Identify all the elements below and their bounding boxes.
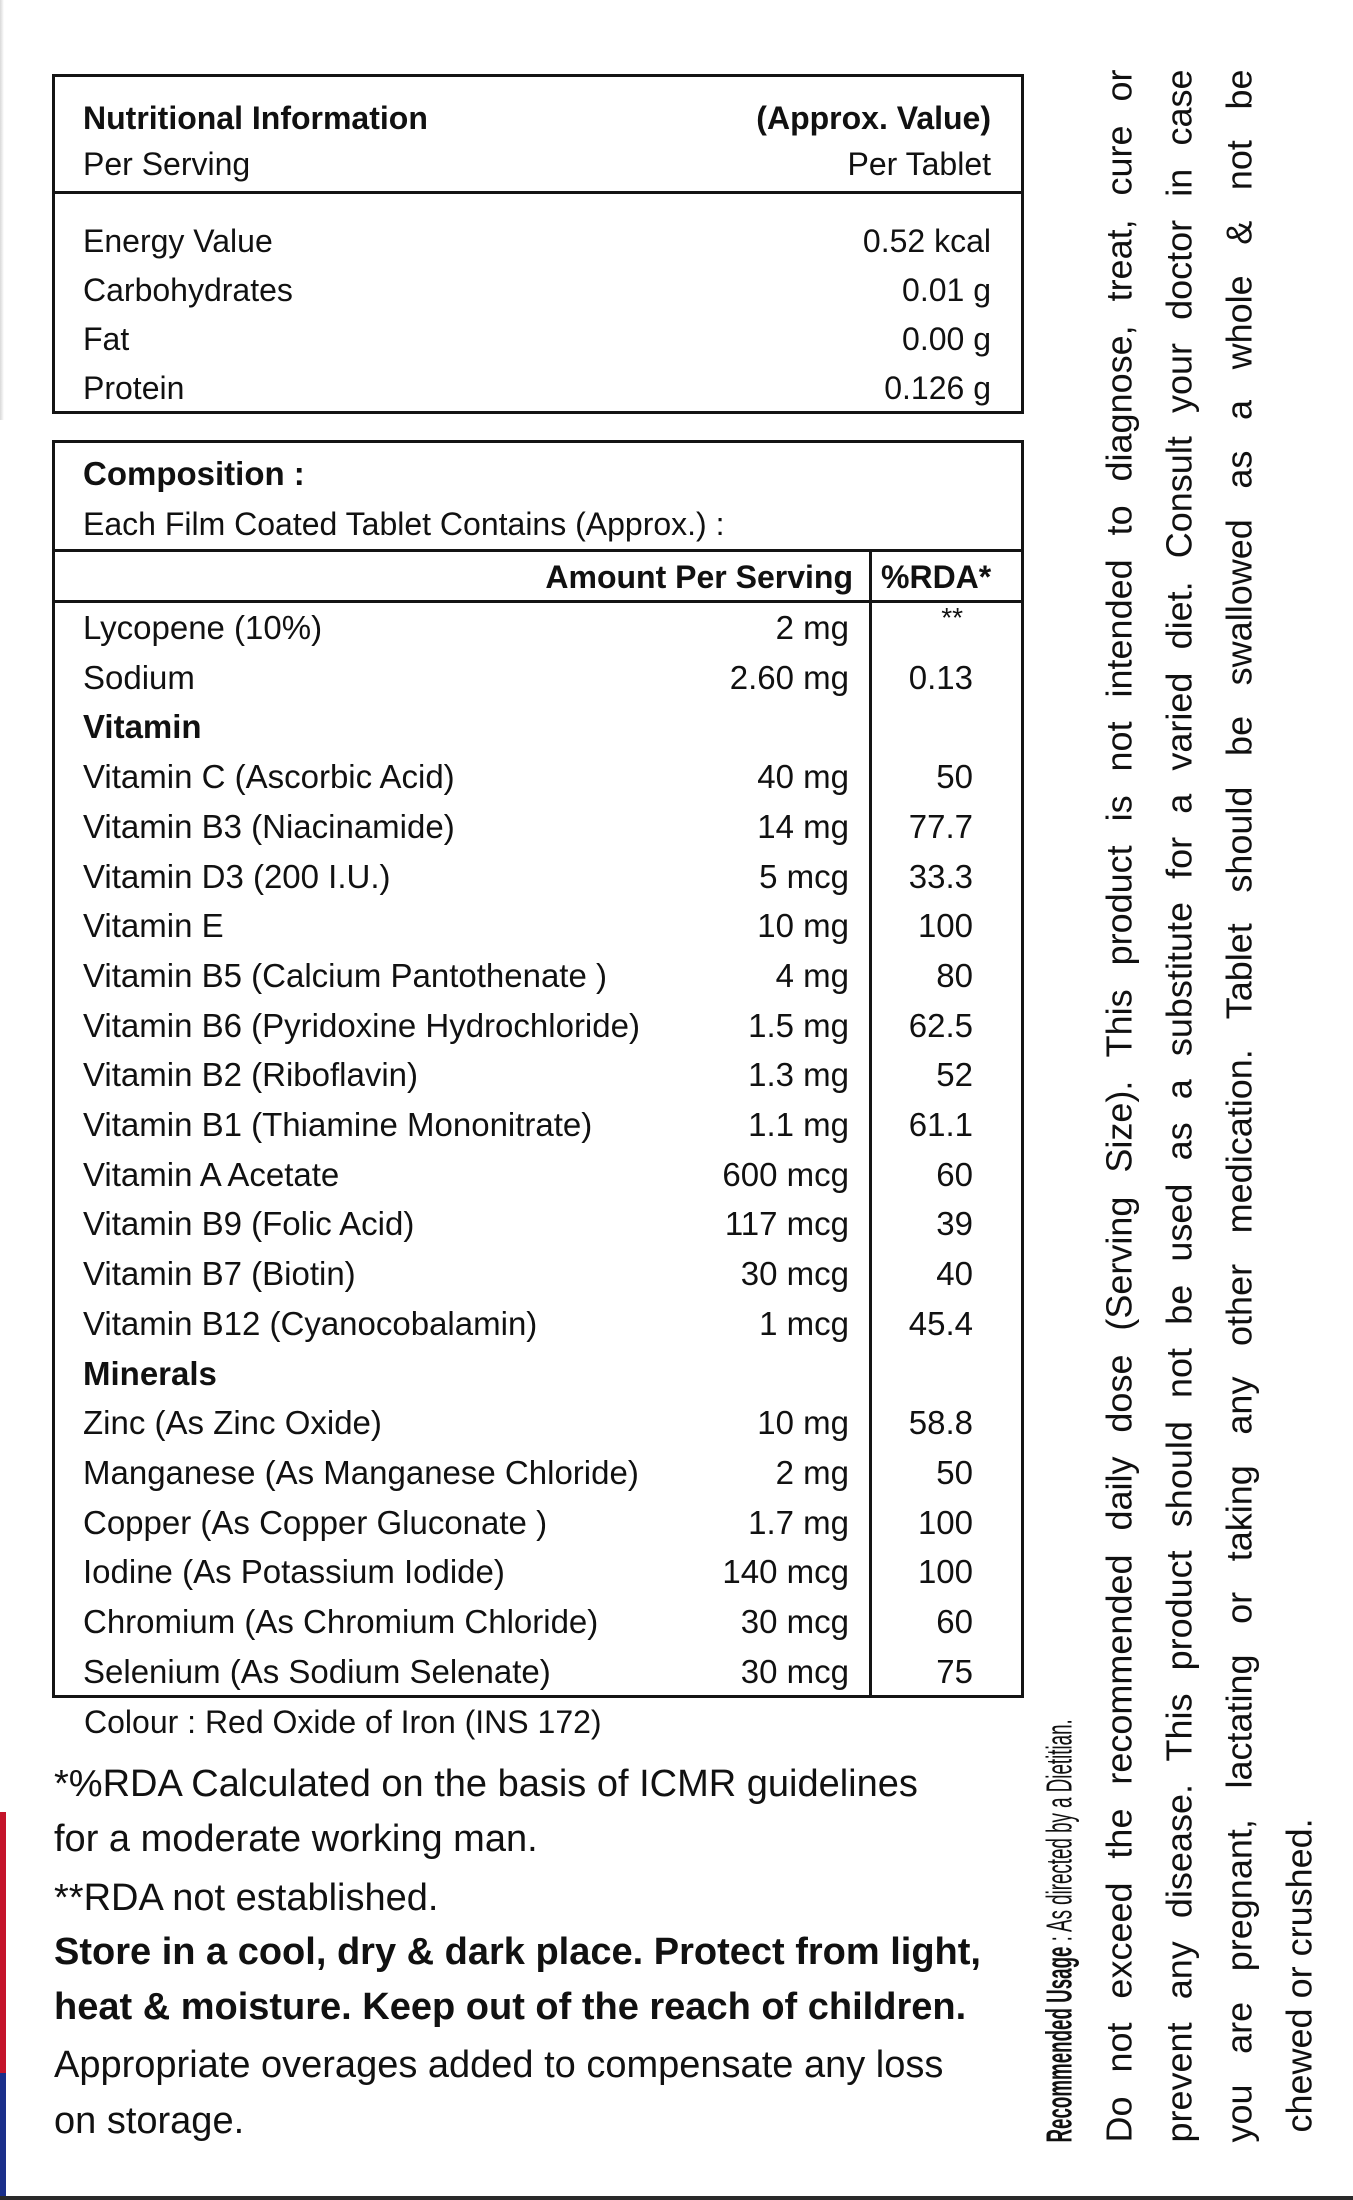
ingredient-name: Vitamin D3 (200 I.U.) — [83, 857, 391, 895]
rda-footnote-line1: *%RDA Calculated on the basis of ICMR guidelines — [54, 1763, 918, 1805]
rda-percent: 62.5 — [908, 1006, 973, 1044]
table-row — [55, 1647, 1021, 1697]
rda-not-established-note: **RDA not established. — [54, 1877, 439, 1919]
rda-percent: 75 — [936, 1652, 973, 1690]
amount-per-serving: 14 mg — [757, 807, 849, 845]
nutrition-row — [83, 218, 991, 264]
colour-note: Colour : Red Oxide of Iron (INS 172) — [84, 1704, 602, 1740]
package-red-stripe — [0, 1812, 6, 2073]
table-row — [55, 1547, 1021, 1597]
storage-note-line1: Store in a cool, dry & dark place. Protect from light, — [54, 1931, 981, 1973]
nutrition-row — [83, 316, 991, 362]
rda-percent: 100 — [917, 907, 973, 945]
amount-per-serving: 1.7 mg — [748, 1503, 849, 1541]
nutrient-value: 0.52 kcal — [862, 223, 991, 259]
table-row — [55, 1100, 1021, 1150]
nutrition-row — [83, 267, 991, 313]
composition-table — [52, 440, 1024, 1698]
rda-footnote-line2: for a moderate working man. — [54, 1818, 538, 1860]
amount-per-serving: 30 mcg — [740, 1603, 849, 1640]
table-row — [55, 1001, 1021, 1051]
ingredient-name: Lycopene (10%) — [83, 609, 323, 646]
paper-edge-shadow — [0, 0, 4, 420]
section-header-row — [55, 702, 1021, 752]
table-row — [55, 802, 1021, 852]
amount-column-header: Amount Per Serving — [545, 559, 853, 595]
table-row — [55, 1150, 1021, 1200]
table-row — [55, 1448, 1021, 1498]
ingredient-name: Vitamin B5 (Calcium Pantothenate ) — [83, 956, 607, 994]
rda-percent: 100 — [917, 1503, 973, 1541]
amount-per-serving: 1.5 mg — [748, 1006, 849, 1044]
ingredient-name: Vitamin B7 (Biotin) — [83, 1255, 356, 1293]
rda-percent: 61.1 — [908, 1106, 973, 1143]
ingredient-name: Manganese (As Manganese Chloride) — [83, 1453, 639, 1491]
amount-per-serving: 30 mcg — [740, 1652, 849, 1690]
table-row — [55, 1398, 1021, 1448]
nutrient-value: 0.00 g — [902, 321, 991, 357]
rda-percent: 100 — [917, 1553, 973, 1591]
nutrient-label: Fat — [83, 321, 130, 357]
disclaimer-line: Do not exceed the recommended daily dose (Serving Size). This product is not intended to diagnose, treat, cure or — [1098, 69, 1140, 2143]
ingredient-name: Copper (As Copper Gluconate ) — [83, 1503, 548, 1541]
amount-per-serving: 2 mg — [775, 1453, 849, 1491]
rda-percent: 39 — [936, 1205, 973, 1243]
table-row — [55, 1498, 1021, 1548]
table-row — [55, 901, 1021, 951]
per-tablet-label: Per Tablet — [847, 146, 991, 182]
composition-header-row — [55, 549, 1021, 603]
amount-per-serving: 1.1 mg — [748, 1106, 849, 1143]
rda-percent: 33.3 — [908, 857, 973, 895]
rda-percent: 0.13 — [908, 658, 973, 696]
disclaimer-line: chewed or crushed. — [1278, 1818, 1320, 2133]
rda-percent: 50 — [936, 1453, 973, 1491]
amount-per-serving: 2 mg — [775, 609, 849, 646]
rda-percent: 77.7 — [908, 807, 973, 845]
rda-percent: 60 — [936, 1155, 973, 1193]
ingredient-name: Vitamin B6 (Pyridoxine Hydrochloride) — [83, 1006, 640, 1044]
nutrition-header — [55, 77, 1021, 194]
table-row — [55, 1597, 1021, 1647]
amount-per-serving: 10 mg — [757, 1404, 849, 1442]
nutrition-subtitle-row — [83, 141, 991, 187]
nutrient-value: 0.01 g — [902, 272, 991, 308]
ingredient-name: Vitamin B3 (Niacinamide) — [83, 807, 455, 845]
ingredient-name: Vitamin A Acetate — [83, 1155, 340, 1193]
table-row — [55, 1050, 1021, 1100]
ingredient-name: Vitamin E — [83, 907, 224, 945]
table-row — [55, 1299, 1021, 1349]
nutrient-label: Carbohydrates — [83, 272, 293, 308]
table-row — [55, 951, 1021, 1001]
amount-per-serving: 2.60 mg — [729, 658, 849, 696]
rda-percent: 80 — [936, 956, 973, 994]
amount-per-serving: 4 mg — [775, 956, 849, 994]
section-title: Minerals — [83, 1354, 217, 1392]
disclaimer-line: prevent any disease. This product should not be used as a substitute for a varied diet. Consult your doctor in case — [1158, 69, 1200, 2143]
table-row — [55, 653, 1021, 703]
amount-per-serving: 1 mcg — [759, 1304, 849, 1342]
disclaimer-line: you are pregnant, lactating or taking any other medication. Tablet should be swallowed as a whole & not be — [1218, 69, 1260, 2143]
ingredient-name: Vitamin B9 (Folic Acid) — [83, 1205, 415, 1243]
rda-percent: ** — [941, 602, 963, 633]
amount-per-serving: 600 mcg — [722, 1155, 849, 1193]
ingredient-name: Zinc (As Zinc Oxide) — [83, 1404, 382, 1442]
rda-percent: 60 — [936, 1603, 973, 1640]
rda-percent: 58.8 — [908, 1404, 973, 1442]
ingredient-name: Selenium (As Sodium Selenate) — [83, 1652, 551, 1690]
rda-percent: 45.4 — [908, 1304, 973, 1342]
table-row — [55, 1249, 1021, 1299]
section-title: Vitamin — [83, 708, 202, 746]
nutrition-info-table — [52, 74, 1024, 414]
amount-per-serving: 1.3 mg — [748, 1056, 849, 1094]
amount-per-serving: 140 mcg — [722, 1553, 849, 1591]
ingredient-name: Sodium — [83, 658, 195, 696]
amount-per-serving: 30 mcg — [740, 1255, 849, 1293]
per-serving-label: Per Serving — [83, 146, 251, 182]
recommended-usage-label: Recommended Usage — [1038, 1946, 1080, 2143]
table-row — [55, 852, 1021, 902]
amount-per-serving: 10 mg — [757, 907, 849, 945]
bottom-edge — [0, 2196, 1353, 2200]
composition-title: Composition : — [83, 455, 305, 492]
ingredient-name: Vitamin B12 (Cyanocobalamin) — [83, 1304, 538, 1342]
nutrition-title: Nutritional Information — [83, 100, 428, 136]
usage-disclaimer-rotated — [1030, 69, 1320, 2143]
storage-note-line2: heat & moisture. Keep out of the reach of children. — [54, 1986, 967, 2028]
recommended-usage-text: : As directed by a Dietitian. — [1038, 1719, 1080, 1947]
overages-note-line2: on storage. — [54, 2100, 245, 2142]
composition-subtitle: Each Film Coated Tablet Contains (Approx.) : — [83, 506, 725, 542]
ingredient-name: Vitamin B1 (Thiamine Mononitrate) — [83, 1106, 593, 1143]
overages-note-line1: Appropriate overages added to compensate any loss — [54, 2044, 944, 2086]
ingredient-name: Vitamin C (Ascorbic Acid) — [83, 758, 455, 796]
ingredient-name: Vitamin B2 (Riboflavin) — [83, 1056, 419, 1094]
ingredient-name: Iodine (As Potassium Iodide) — [83, 1553, 505, 1591]
package-blue-stripe — [0, 2073, 6, 2200]
nutrient-value: 0.126 g — [884, 370, 991, 406]
rda-column-header: %RDA* — [881, 559, 992, 595]
nutrient-label: Protein — [83, 370, 185, 406]
nutrition-row — [83, 365, 991, 411]
rda-percent: 40 — [936, 1255, 973, 1293]
table-row — [55, 752, 1021, 802]
table-row — [55, 603, 1021, 653]
amount-per-serving: 117 mcg — [724, 1205, 849, 1243]
table-row — [55, 1199, 1021, 1249]
amount-per-serving: 5 mcg — [759, 857, 849, 895]
nutrition-title-row — [83, 95, 991, 141]
nutrient-label: Energy Value — [83, 223, 273, 259]
amount-per-serving: 40 mg — [757, 758, 849, 796]
approx-value-header: (Approx. Value) — [756, 100, 991, 136]
rda-percent: 50 — [936, 758, 973, 796]
rda-percent: 52 — [936, 1056, 973, 1094]
ingredient-name: Chromium (As Chromium Chloride) — [83, 1603, 599, 1640]
recommended-usage-line — [1030, 1063, 1090, 2143]
section-header-row — [55, 1349, 1021, 1399]
